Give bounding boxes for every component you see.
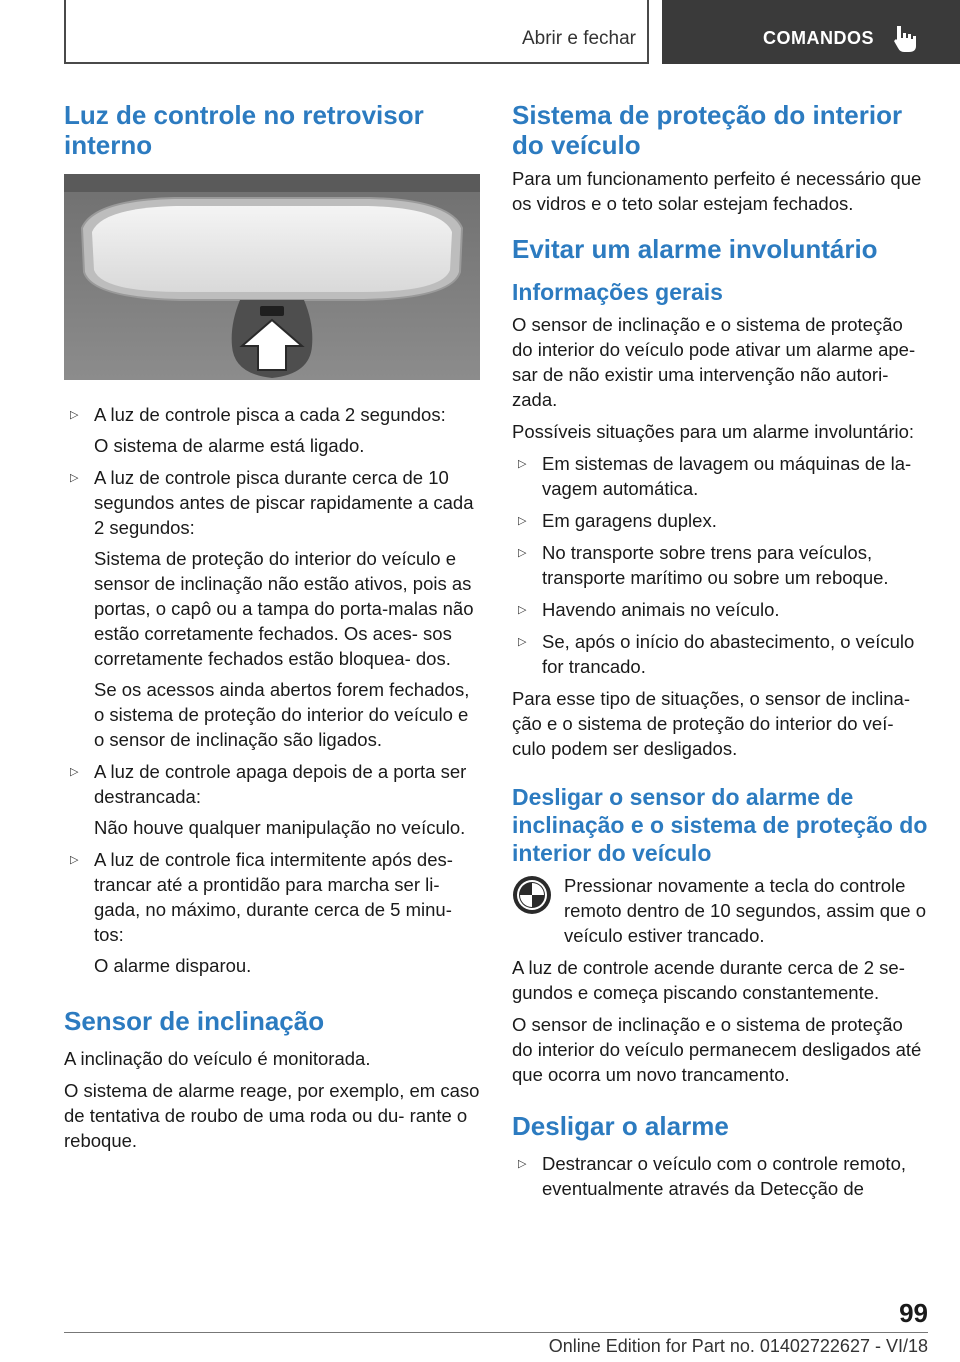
right-column (512, 100, 928, 1208)
bullet-triangle-icon: ▷ (518, 458, 527, 470)
header-rule-divider (647, 0, 649, 64)
bullet-triangle-icon: ▷ (518, 604, 527, 616)
paragraph: O sensor de inclinação e o sistema de proteção do interior do veículo pode ativar um alarme ape- sar de não existir uma intervenção não autori- zada. (512, 314, 916, 410)
heading-general-info: Informações gerais (512, 279, 723, 305)
rearview-mirror-illustration (64, 174, 480, 380)
bullet-triangle-icon: ▷ (518, 636, 527, 648)
bmw-key-button-icon (512, 875, 552, 915)
bullet-triangle-icon: ▷ (70, 854, 79, 866)
heading-avoid-false-alarm: Evitar um alarme involuntário (512, 234, 878, 264)
header-section-title: Abrir e fechar (521, 28, 636, 49)
bullet-triangle-icon: ▷ (70, 766, 79, 778)
paragraph: A luz de controle acende durante cerca de 2 se- gundos e começa piscando constantemente. (512, 957, 905, 1003)
header-rule-bottom (64, 62, 648, 64)
list-item: ▷ Se, após o início do abastecimento, o veículo for trancado. (518, 631, 915, 677)
bullet-triangle-icon: ▷ (70, 472, 79, 484)
bullet-triangle-icon: ▷ (70, 409, 79, 421)
page-number: 99 (899, 1298, 928, 1328)
heading-tilt-sensor: Sensor de inclinação (64, 1006, 325, 1036)
header-chapter-title: COMANDOS (763, 28, 874, 48)
list-item: ▷ A luz de controle pisca durante cerca de 10 segundos antes de piscar rapidamente a cada 2 segundos: Sistema de proteção do interior do veículo e sensor de inclinação não estão ativos, pois as portas, o capô ou a tampa do porta-malas não estão corretamente fechados. Os aces- sos corretamente fechados estão bloquea- dos. Se os acessos ainda abertos forem fechados, o sistema de proteção do interior do veículo e o sensor de inclinação são ligados. (64, 465, 482, 752)
list-item: ▷ Havendo animais no veículo. (512, 597, 928, 622)
footer-rule (64, 1332, 928, 1333)
list-item: ▷ Em sistemas de lavagem ou máquinas de la- vagem automática. (518, 453, 912, 499)
list-item: ▷ A luz de controle apaga depois de a porta ser destrancada: Não houve qualquer manipulação no veículo. (64, 759, 482, 840)
list-item-detail: Não houve qualquer manipulação no veículo. (94, 817, 466, 838)
hand-pointer-icon (892, 24, 918, 54)
paragraph: Possíveis situações para um alarme involuntário: (512, 421, 915, 442)
footer-edition: Online Edition for Part no. 01402722627 - VI/18 (548, 1336, 928, 1356)
list-item: ▷ Destrancar o veículo com o controle remoto, eventualmente através da Detecção de (518, 1153, 906, 1199)
left-column (64, 100, 482, 1160)
list-item: ▷ Em garagens duplex. (512, 508, 928, 533)
disable-alarm-list (512, 1151, 928, 1201)
bullet-triangle-icon: ▷ (518, 1158, 527, 1170)
list-item-detail: O alarme disparou. (94, 955, 252, 976)
heading-disable-sensor: Desligar o sensor do alarme de inclinação e o sistema de proteção do interior do veículo (512, 784, 928, 866)
list-item: ▷ No transporte sobre trens para veículos, transporte marítimo ou sobre um reboque. (518, 542, 889, 588)
mirror-indicator-list (64, 402, 482, 978)
header-rule-left (64, 0, 66, 64)
heading-disable-alarm: Desligar o alarme (512, 1111, 729, 1141)
heading-interior-protection: Sistema de proteção do interior do veículo (512, 100, 903, 160)
list-item-detail: Sistema de proteção do interior do veículo e sensor de inclinação não estão ativos, pois as portas, o capô ou a tampa do porta-malas não estão corretamente fechados. Os aces- sos corretamente fechados estão bloquea- dos. (94, 548, 474, 669)
list-item-detail: O sistema de alarme está ligado. (94, 435, 365, 456)
paragraph: A inclinação do veículo é monitorada. (64, 1048, 371, 1069)
paragraph: O sensor de inclinação e o sistema de proteção do interior do veículo permanecem desligados até que ocorra um novo trancamento. (512, 1014, 922, 1085)
paragraph: Para esse tipo de situações, o sensor de inclina- ção e o sistema de proteção do interior do veí- culo podem ser desligados. (512, 688, 910, 759)
remote-key-instruction (512, 873, 928, 948)
bullet-triangle-icon: ▷ (518, 515, 527, 527)
paragraph: Para um funcionamento perfeito é necessário que os vidros e o teto solar estejam fechados. (512, 168, 922, 214)
header-chapter-box (662, 0, 960, 64)
paragraph: O sistema de alarme reage, por exemplo, em caso de tentativa de roubo de uma roda ou du- rante o reboque. (64, 1080, 480, 1151)
heading-mirror-indicator: Luz de controle no retrovisor interno (64, 100, 424, 160)
list-item-detail: Se os acessos ainda abertos forem fechados, o sistema de proteção do interior do veículo e o sensor de inclinação são ligados. (94, 679, 470, 750)
false-alarm-situations-list (512, 451, 928, 679)
paragraph: Pressionar novamente a tecla do controle remoto dentro de 10 segundos, assim que o veículo estiver trancado. (564, 875, 927, 946)
list-item: ▷ A luz de controle pisca a cada 2 segundos: O sistema de alarme está ligado. (64, 402, 482, 458)
list-item: ▷ A luz de controle fica intermitente após des- trancar até a prontidão para marcha ser li- gada, no máximo, durante cerca de 5 minu- tos: O alarme disparou. (64, 847, 482, 978)
bullet-triangle-icon: ▷ (518, 547, 527, 559)
